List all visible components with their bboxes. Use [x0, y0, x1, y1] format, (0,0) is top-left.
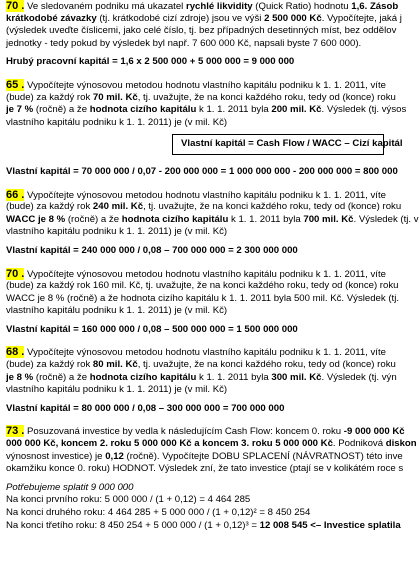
problem-number: 65 . [6, 78, 25, 91]
problem-70a-line4: jednotky - tedy pokud by výsledek byl např. 7 600 000 Kč, napsali byste 7 600 000). [6, 37, 362, 49]
problem-70b-line1: 70 . Vypočítejte výnosovou metodou hodnotu vlastního kapitálu podniku k 1. 1. 2011, víte [6, 267, 386, 280]
problem-65-line4: vlastního kapitálu podniku k 1. 1. 2011) je (v mil. Kč) [6, 116, 228, 128]
problem-65-line3: je 7 % (ročně) a že hodnota cizího kapitálu k 1. 1. 2011 byla 200 mil. Kč. Výsledek (tj. výsos [6, 104, 407, 116]
problem-68-line3: je 8 % (ročně) a že hodnota cizího kapitálu k 1. 1. 2011 byla 300 mil. Kč. Výsledek (tj. výn [6, 371, 397, 383]
problem-66-line4: vlastního kapitálu podniku k 1. 1. 2011) je (v mil. Kč) [6, 226, 228, 238]
problem-73-line3: výnosnost investice) je 0,12 (ročně). Vypočítejte DOBU SPLACENÍ (NÁVRATNOST) této inve [6, 450, 403, 462]
problem-66-line3: WACC je 8 % (ročně) a že hodnota cizího kapitálu k 1. 1. 2011 byla 700 mil. Kč. Výsledek (tj. v [6, 213, 419, 225]
problem-68-line4: vlastního kapitálu podniku k 1. 1. 2011) je (v mil. Kč) [6, 384, 228, 396]
problem-65-line2: (bude) za každý rok 70 mil. Kč, tj. uvažujte, že na konci každého roku, tedy od (konce) roku [6, 91, 396, 103]
problem-70b-line2: (bude) za každý rok 160 mil. Kč, tj. uvažujte, že na konci každého roku, tedy od (konce) roku [6, 280, 399, 292]
problem-65-line1: 65 . Vypočítejte výnosovou metodou hodnotu vlastního kapitálu podniku k 1. 1. 2011, víte [6, 78, 386, 91]
problem-number: 70 . [6, 267, 25, 280]
problem-70b-line4: vlastního kapitálu podniku k 1. 1. 2011) je (v mil. Kč) [6, 305, 228, 317]
problem-68-line1: 68 . Vypočítejte výnosovou metodou hodnotu vlastního kapitálu podniku k 1. 1. 2011, víte [6, 346, 386, 359]
repayment-year-3: Na konci třetího roku: 8 450 254 + 5 000 000 / (1 + 0,12)³ = 12 008 545 <– Investice splatila [6, 519, 401, 531]
problem-number: 70 . [6, 0, 25, 12]
problem-number: 66 . [6, 188, 25, 201]
answer-70a: Hrubý pracovní kapitál = 1,6 x 2 500 000 + 5 000 000 = 9 000 000 [6, 56, 295, 68]
problem-number: 68 . [6, 346, 25, 359]
problem-70a-line2: krátkodobé závazky (tj. krátkodobé cizí zdroje) jsou ve výši 2 500 000 Kč. Vypočítejte, jaká j [6, 12, 402, 24]
answer-66: Vlastní kapitál = 240 000 000 / 0,08 – 700 000 000 = 2 300 000 000 [6, 244, 298, 256]
repayment-year-1: Na konci prvního roku: 5 000 000 / (1 + 0,12) = 4 464 285 [6, 494, 251, 506]
answer-70b: Vlastní kapitál = 160 000 000 / 0,08 – 500 000 000 = 1 500 000 000 [6, 323, 298, 335]
need-to-repay: Potřebujeme splatit 9 000 000 [6, 481, 134, 493]
problem-68-line2: (bude) za každý rok 80 mil. Kč, tj. uvažujte, že na konci každého roku, tedy od (konce) roku [6, 359, 396, 371]
problem-number: 73 . [6, 425, 25, 438]
repayment-year-2: Na konci druhého roku: 4 464 285 + 5 000 000 / (1 + 0,12)² = 8 450 254 [6, 507, 311, 518]
problem-73-line4: okamžiku konce 0. roku) HODNOT. Výsledek zní, že tato investice (ptají se v kolikátém roce s [6, 463, 404, 475]
problem-66-line2: (bude) za každý rok 240 mil. Kč, tj. uvažujte, že na konci každého roku, tedy od (konce) roku [6, 201, 402, 213]
answer-65: Vlastní kapitál = 70 000 000 / 0,07 - 200 000 000 = 1 000 000 000 - 200 000 000 = 800 000 [6, 165, 398, 177]
problem-66-line1: 66 . Vypočítejte výnosovou metodou hodnotu vlastního kapitálu podniku k 1. 1. 2011, víte [6, 188, 386, 201]
problem-70a-line3: (výsledek uveďte číslicemi, jako celé číslo, tj. bez případných desetinných míst, bez oddělov [6, 25, 397, 37]
answer-68: Vlastní kapitál = 80 000 000 / 0,08 – 300 000 000 = 700 000 000 [6, 402, 285, 414]
problem-70a-line1: 70 . Ve sledovaném podniku má ukazatel rychlé likvidity (Quick Ratio) hodnotu 1,6. Zásob [6, 0, 399, 12]
problem-70b-line3: WACC je 8 % (ročně) a že hodnota cizího kapitálu k 1. 1. 2011 byla 500 mil. Kč. Výsledek (tj. [6, 292, 399, 304]
problem-73-line1: 73 . Posuzovaná investice by vedla k následujícím Cash Flow: koncem 0. roku -9 000 000 Kč [6, 425, 405, 438]
formula-box: Vlastní kapitál = Cash Flow / WACC – Cizí kapitál [172, 134, 384, 155]
problem-73-line2: 000 000 Kč, koncem 2. roku 5 000 000 Kč a koncem 3. roku 5 000 000 Kč. Podniková diskon [6, 438, 417, 450]
